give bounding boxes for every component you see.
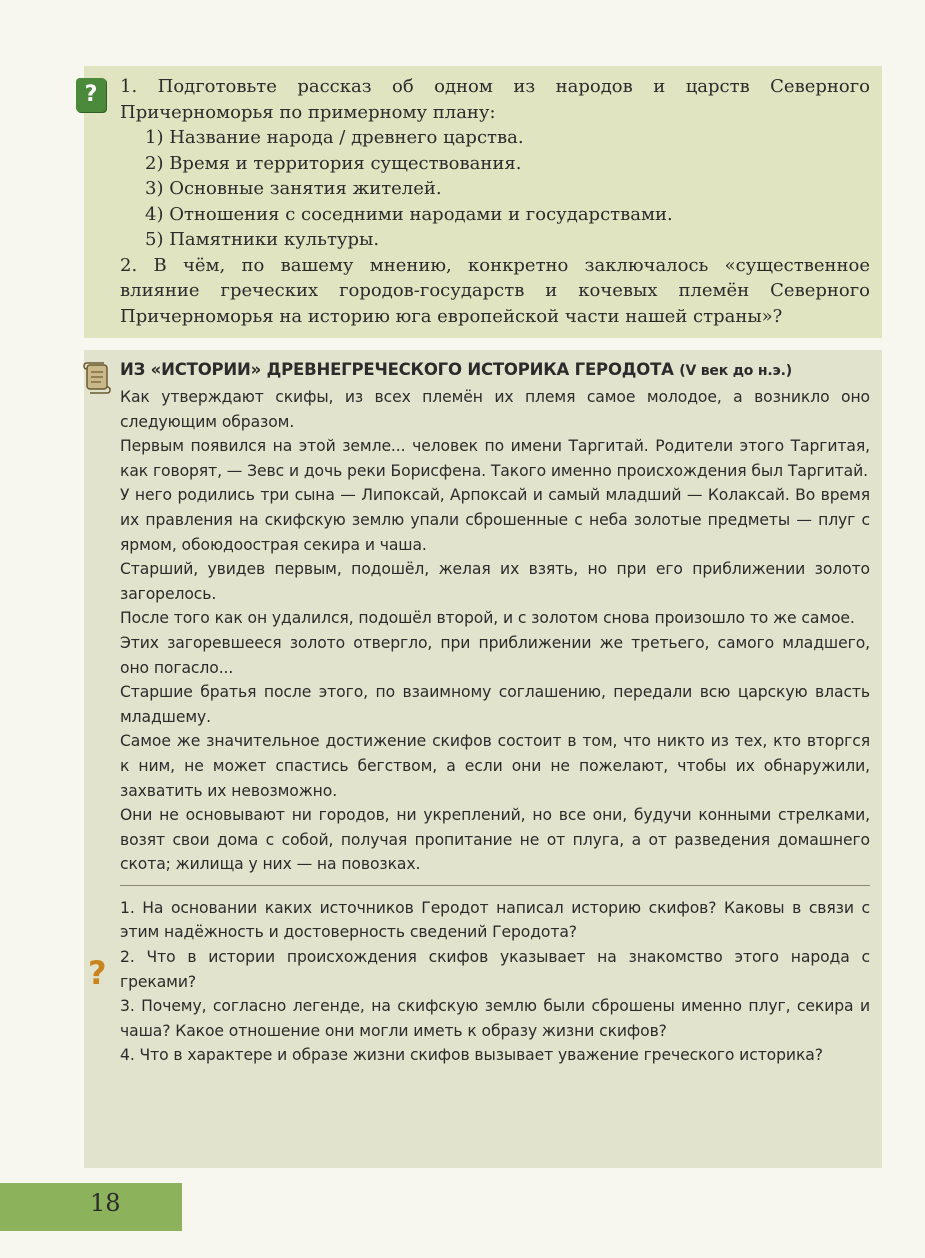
source-paragraph: Первым появился на этой земле... человек по имени Таргитай. Родители этого Таргитая, как говорят, — Зевс и дочь реки Борисфена. Такого именно происхождения был Таргитай. <box>120 437 870 480</box>
task-1: 1. Подготовьте рассказ об одном из народов и царств Северного Причерноморья по примерному плану: <box>120 76 870 123</box>
source-paragraph: Старшие братья после этого, по взаимному соглашению, передали всю царскую власть младшему. <box>120 683 870 726</box>
question-item: 3. Почему, согласно легенде, на скифскую землю были сброшены именно плуг, секира и чаша? Какое отношение они могли иметь к образу жизни скифов? <box>120 997 870 1040</box>
source-paragraph: У него родились три сына — Липоксай, Арпоксай и самый младший — Колаксай. Во время их правления на скифскую землю упали сброшенные с неба золотые предметы — плуг с ярмом, обоюдоострая секира и чаша. <box>120 486 870 554</box>
plan-list <box>120 125 870 253</box>
task-block <box>84 66 882 338</box>
scroll-icon <box>82 361 112 395</box>
question-mark-icon: ? <box>88 954 107 992</box>
source-paragraph: Этих загоревшееся золото отвергло, при приближении же третьего, самого младшего, оно погасло... <box>120 633 870 677</box>
plan-item: 4) Отношения с соседними народами и государствами. <box>145 203 673 225</box>
page-number: 18 <box>90 1189 121 1217</box>
source-block <box>84 350 882 1168</box>
source-paragraph: После того как он удалился, подошёл второй, и с золотом снова произошло то же самое. <box>120 609 855 628</box>
source-heading-date: (V век до н.э.) <box>679 363 792 379</box>
source-heading <box>120 358 870 383</box>
plan-item: 1) Название народа / древнего царства. <box>145 127 524 148</box>
question-item: 4. Что в характере и образе жизни скифов вызывает уважение греческого историка? <box>120 1046 823 1065</box>
task-2: 2. В чём, по вашему мнению, конкретно заключалось «существенное влияние греческих городов-государств и кочевых племён Северного Причерноморья на историю юга европейской части нашей страны»? <box>120 254 870 327</box>
plan-item: 3) Основные занятия жителей. <box>145 178 442 199</box>
question-item: 1. На основании каких источников Геродот написал историю скифов? Каковы в связи с этим надёжность и достоверность сведений Геродота? <box>120 898 870 942</box>
source-paragraph: Как утверждают скифы, из всех племён их племя самое молодое, а возникло оно следующим образом. <box>120 388 870 431</box>
task-icon: ? <box>76 78 106 112</box>
source-heading-main: ИЗ «ИСТОРИИ» ДРЕВНЕГРЕЧЕСКОГО ИСТОРИКА ГЕРОДОТА <box>120 360 674 379</box>
divider <box>120 885 870 886</box>
question-item: 2. Что в истории происхождения скифов указывает на знакомство этого народа с греками? <box>120 948 870 991</box>
source-paragraph: Они не основывают ни городов, ни укреплений, но все они, будучи конными стрелками, возят свои дома с собой, получая пропитание не от плуга, а от разведения домашнего скота; жилища у них — на повозках. <box>120 806 870 874</box>
plan-item: 5) Памятники культуры. <box>145 229 380 250</box>
plan-item: 2) Время и территория существования. <box>145 152 522 174</box>
source-paragraph: Самое же значительное достижение скифов состоит в том, что никто из тех, кто вторгся к ним, не может спастись бегством, а если они не пожелают, чтобы их обнаружили, захватить их невозможно. <box>120 732 870 800</box>
source-paragraph: Старший, увидев первым, подошёл, желая их взять, но при его приближении золото загорелось. <box>120 560 870 603</box>
